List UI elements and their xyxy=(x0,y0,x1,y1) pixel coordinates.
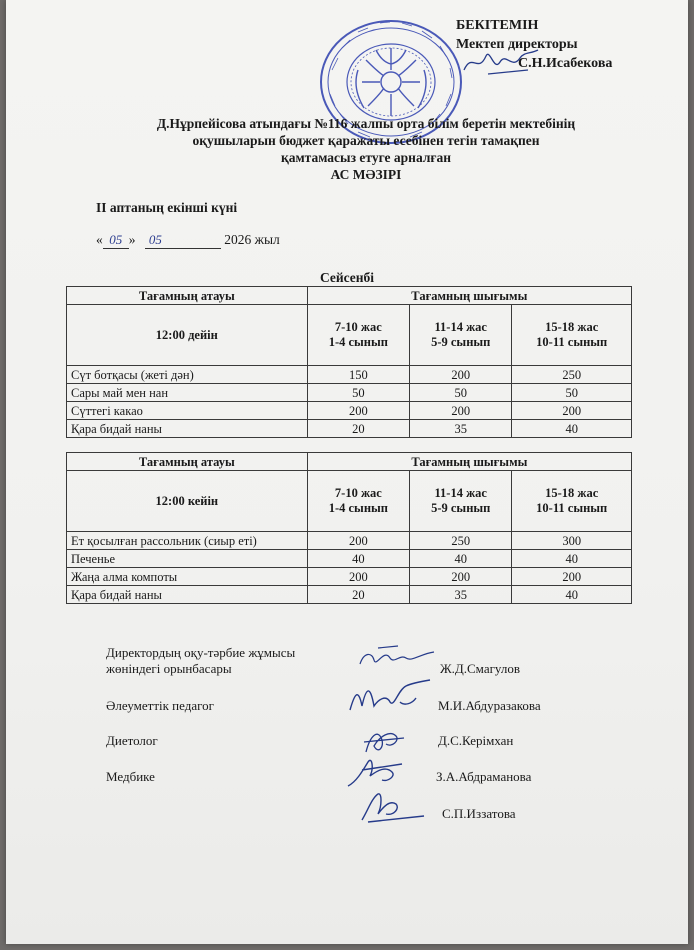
age-group: 11-14 жас 5-9 сынып xyxy=(410,471,512,532)
signatory-role: Әлеуметтік педагог xyxy=(106,698,214,713)
age-group: 15-18 жас 10-11 сынып xyxy=(512,305,632,366)
meal-time-label: 12:00 кейін xyxy=(67,471,308,532)
signatory-name: М.И.Абдуразакова xyxy=(438,698,541,713)
dish-name-header: Тағамның атауы xyxy=(67,453,308,471)
director-signature-icon xyxy=(458,44,548,80)
signatory-name: Ж.Д.Смагулов xyxy=(440,661,520,676)
age-group: 15-18 жас 10-11 сынып xyxy=(512,471,632,532)
age-group: 11-14 жас 5-9 сынып xyxy=(410,305,512,366)
week-label: II аптаның екінші күні xyxy=(96,200,238,215)
title-line: Д.Нұрпейісова атындағы №116 жалпы орта білім беретін мектебінің xyxy=(156,116,576,131)
signatory-name: С.П.Иззатова xyxy=(442,806,516,821)
approval-title: БЕКІТЕМІН xyxy=(456,18,539,33)
age-group: 7-10 жас 1-4 сынып xyxy=(307,305,409,366)
document-title xyxy=(86,115,646,183)
age-group: 7-10 жас 1-4 сынып xyxy=(307,471,409,532)
signatory-role: Медбике xyxy=(106,769,155,784)
signature-icon xyxy=(354,786,430,826)
date-day: 05 xyxy=(103,232,129,249)
dish-name-header: Тағамның атауы xyxy=(67,287,308,305)
table-row: Печенье 40 40 40 xyxy=(67,550,632,568)
output-header: Тағамның шығымы xyxy=(307,453,631,471)
menu-table-after-noon xyxy=(66,452,632,604)
signature-icon xyxy=(354,640,444,674)
table-row: Ет қосылған рассольник (сиыр еті) 200 250 300 xyxy=(67,532,632,550)
table-row: Сүттегі какао 200 200 200 xyxy=(67,402,632,420)
date-year: 2026 жыл xyxy=(224,232,280,247)
signatory-role: Директордың оқу-тәрбие жұмысы жөніндегі орынбасары xyxy=(106,645,296,676)
table-row: Сары май мен нан 50 50 50 xyxy=(67,384,632,402)
table-row: Қара бидай наны 20 35 40 xyxy=(67,586,632,604)
table-row: Сүт ботқасы (жеті дән) 150 200 250 xyxy=(67,366,632,384)
output-header: Тағамның шығымы xyxy=(307,287,631,305)
menu-heading: АС МӘЗІРІ xyxy=(330,167,402,182)
approval-position: Мектеп директоры xyxy=(456,37,578,52)
day-name: Сейсенбі xyxy=(319,270,375,285)
title-line: қамтамасыз етуге арналған xyxy=(280,150,452,165)
signatory-role: Диетолог xyxy=(106,733,158,748)
signatory-name: З.А.Абдраманова xyxy=(436,769,532,784)
meal-time-label: 12:00 дейін xyxy=(67,305,308,366)
date-month: 05 xyxy=(145,232,221,249)
signatory-name: Д.С.Керімхан xyxy=(438,733,514,748)
table-row: Жаңа алма компоты 200 200 200 xyxy=(67,568,632,586)
table-row: Қара бидай наны 20 35 40 xyxy=(67,420,632,438)
signature-icon xyxy=(344,676,436,720)
title-line: оқушыларын бюджет қаражаты есебінен тегін тамақпен xyxy=(192,133,540,148)
menu-table-before-noon xyxy=(66,286,632,438)
document-page xyxy=(6,0,688,944)
document-date: « 05 » 05 2026 жыл xyxy=(96,232,280,247)
approval-name: С.Н.Исабекова xyxy=(518,56,613,71)
